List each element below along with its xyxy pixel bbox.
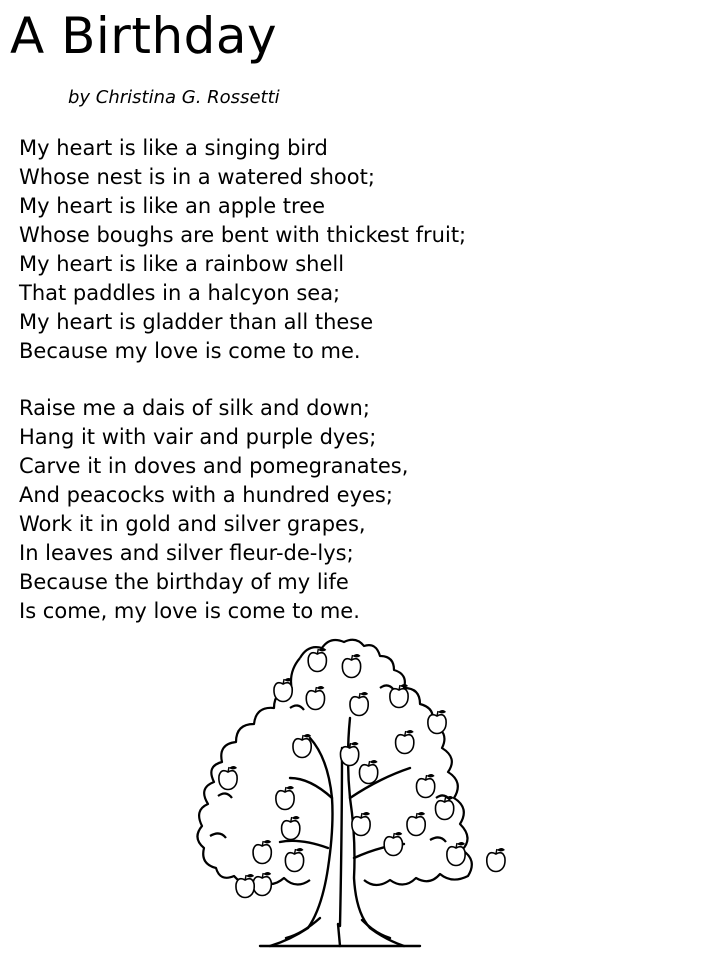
- poem-line: Carve it in doves and pomegranates,: [19, 454, 409, 478]
- apple-icon: [253, 872, 271, 896]
- poem-line: My heart is like a singing bird: [19, 136, 328, 160]
- apple-icon: [447, 842, 465, 866]
- apple-icon: [293, 734, 311, 758]
- apple-icon: [342, 654, 360, 678]
- poem-line: Whose nest is in a watered shoot;: [19, 165, 375, 189]
- poem-author: by Christina G. Rossetti: [68, 87, 280, 108]
- apple-icon: [282, 816, 300, 840]
- apple-icon: [350, 692, 368, 716]
- apple-icon: [435, 796, 453, 820]
- apple-icon: [285, 848, 303, 872]
- stanza-1: [19, 134, 466, 366]
- apple-icon: [340, 742, 358, 766]
- apple-icon: [396, 730, 414, 754]
- apple-icon: [274, 678, 292, 702]
- apple-icon: [359, 760, 377, 784]
- stanza-2: [19, 394, 408, 626]
- poem-line: Whose boughs are bent with thickest fruit;: [19, 223, 467, 247]
- poem-line: Work it in gold and silver grapes,: [19, 512, 366, 536]
- apple-icon: [219, 766, 237, 790]
- poem-line: My heart is like a rainbow shell: [19, 252, 345, 276]
- apple-icon: [253, 840, 271, 864]
- apple-icon: [276, 786, 294, 810]
- poem-line: In leaves and silver fleur-de-lys;: [19, 541, 354, 565]
- poem-line: Because the birthday of my life: [19, 570, 349, 594]
- tree-canopy-outline: [197, 640, 471, 885]
- apple-icon: [236, 874, 254, 898]
- apple-icon: [407, 812, 425, 836]
- apple-icon: [306, 686, 324, 710]
- poem-line: And peacocks with a hundred eyes;: [19, 483, 393, 507]
- apple-tree-icon: [190, 628, 530, 956]
- apple-icon: [384, 832, 402, 856]
- apple-icon: [487, 848, 505, 872]
- apple-icon: [428, 710, 446, 734]
- apple-icon: [352, 812, 370, 836]
- poem-title: A Birthday: [10, 7, 278, 65]
- poem-line: Because my love is come to me.: [19, 339, 361, 363]
- poem-line: Is come, my love is come to me.: [19, 599, 360, 623]
- apple-icon: [416, 774, 434, 798]
- apples: [219, 648, 505, 898]
- poem-line: Raise me a dais of silk and down;: [19, 396, 370, 420]
- poem-line: Hang it with vair and purple dyes;: [19, 425, 377, 449]
- poem-line: My heart is like an apple tree: [19, 194, 326, 218]
- poem-line: That paddles in a halcyon sea;: [19, 281, 341, 305]
- apple-icon: [308, 648, 326, 672]
- poem-line: My heart is gladder than all these: [19, 310, 374, 334]
